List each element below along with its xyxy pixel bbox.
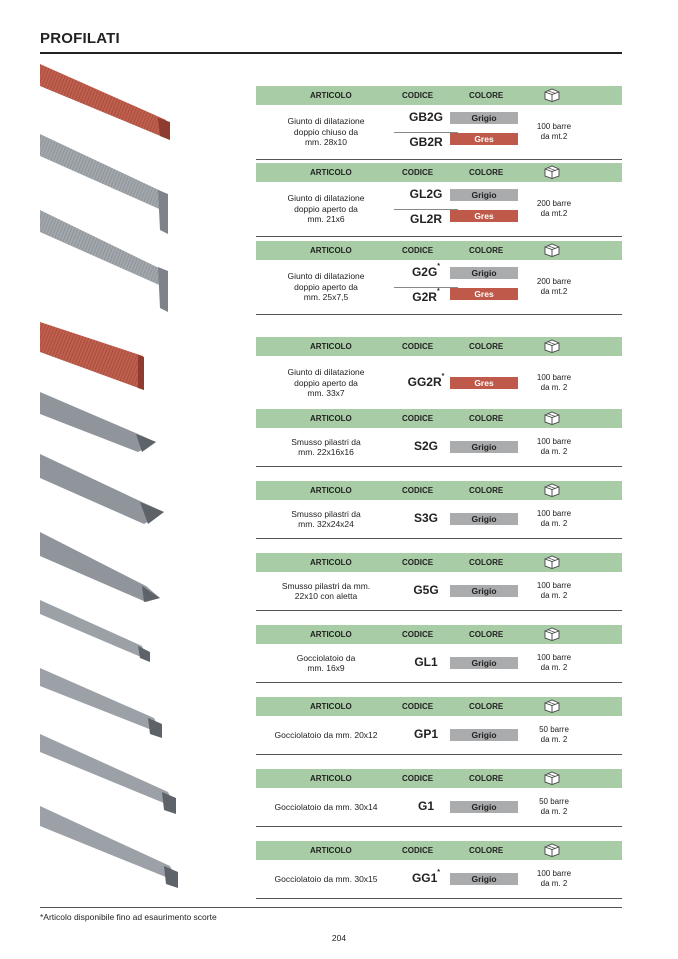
packaging-length: da m. 2 bbox=[540, 518, 568, 528]
packaging-info bbox=[528, 653, 580, 672]
packaging-length: da m. 2 bbox=[540, 662, 568, 672]
packaging-qty: 100 barre bbox=[536, 869, 572, 878]
box-icon bbox=[543, 243, 561, 259]
packaging-qty: 100 barre bbox=[536, 122, 572, 131]
profile-images bbox=[38, 62, 178, 892]
product-row bbox=[256, 481, 622, 539]
table-header bbox=[256, 409, 622, 428]
product-code: GP1 bbox=[413, 727, 438, 741]
code-divider bbox=[394, 209, 458, 210]
header-articolo: ARTICOLO bbox=[310, 630, 352, 639]
profile-gg2-image bbox=[40, 322, 144, 390]
article-description bbox=[256, 802, 396, 813]
description-line: Smusso pilastri da bbox=[291, 508, 361, 519]
packaging-length: da m. 2 bbox=[540, 734, 568, 744]
header-colore: COLORE bbox=[469, 558, 504, 567]
packaging-length: da m. 2 bbox=[540, 382, 568, 392]
header-articolo: ARTICOLO bbox=[310, 168, 352, 177]
header-articolo: ARTICOLO bbox=[310, 846, 352, 855]
header-colore: COLORE bbox=[469, 342, 504, 351]
box-icon bbox=[543, 627, 561, 643]
product-row bbox=[256, 841, 622, 899]
row-body bbox=[256, 572, 622, 611]
description-line: doppio aperto da bbox=[294, 203, 358, 214]
packaging-length: da mt.2 bbox=[540, 286, 568, 296]
header-articolo: ARTICOLO bbox=[310, 414, 352, 423]
header-colore: COLORE bbox=[469, 486, 504, 495]
header-codice: CODICE bbox=[402, 414, 434, 423]
header-codice: CODICE bbox=[402, 774, 434, 783]
packaging-qty: 100 barre bbox=[536, 653, 572, 662]
description-line: Smusso pilastri da mm. bbox=[281, 580, 371, 591]
header-articolo: ARTICOLO bbox=[310, 558, 352, 567]
product-row bbox=[256, 241, 622, 315]
description-line: Gocciolatoio da bbox=[296, 652, 356, 663]
product-row bbox=[256, 409, 622, 467]
packaging-length: da m. 2 bbox=[540, 446, 568, 456]
profile-g5-image bbox=[40, 532, 160, 602]
table-header bbox=[256, 697, 622, 716]
color-chip-grigio: Grigio bbox=[450, 267, 518, 279]
header-codice: CODICE bbox=[402, 91, 434, 100]
product-code: GB2R bbox=[409, 135, 443, 149]
footer-divider bbox=[40, 907, 622, 908]
packaging-length: da m. 2 bbox=[540, 806, 568, 816]
article-description bbox=[256, 509, 396, 530]
product-code: G5G bbox=[413, 583, 439, 597]
description-line: Smusso pilastri da bbox=[291, 436, 361, 447]
header-codice: CODICE bbox=[402, 702, 434, 711]
row-body bbox=[256, 260, 622, 315]
header-articolo: ARTICOLO bbox=[310, 774, 352, 783]
description-line: mm. 21x6 bbox=[307, 214, 345, 225]
table-header bbox=[256, 553, 622, 572]
description-line: mm. 33x7 bbox=[307, 388, 345, 399]
product-code: GG2R* bbox=[407, 373, 445, 389]
table-header bbox=[256, 769, 622, 788]
product-code: GL1 bbox=[414, 655, 438, 669]
description-line: mm. 28x10 bbox=[304, 137, 348, 148]
packaging-info bbox=[528, 199, 580, 218]
article-description bbox=[256, 730, 396, 741]
footnote: *Articolo disponibile fino ad esaurimento scorte bbox=[40, 912, 217, 922]
description-line: Giunto di dilatazione bbox=[287, 116, 365, 127]
profile-s3-image bbox=[40, 454, 164, 524]
description-line: Giunto di dilatazione bbox=[287, 271, 365, 282]
description-line: mm. 22x16x16 bbox=[298, 447, 354, 457]
row-body bbox=[256, 644, 622, 683]
box-icon bbox=[543, 411, 561, 427]
article-description bbox=[256, 116, 396, 148]
row-body bbox=[256, 716, 622, 755]
header-codice: CODICE bbox=[402, 846, 434, 855]
packaging-info bbox=[528, 122, 580, 141]
header-colore: COLORE bbox=[469, 630, 504, 639]
header-codice: CODICE bbox=[402, 630, 434, 639]
product-code: G2R* bbox=[412, 288, 440, 304]
article-description bbox=[256, 874, 396, 885]
packaging-qty: 100 barre bbox=[536, 581, 572, 590]
header-colore: COLORE bbox=[469, 702, 504, 711]
description-line: Gocciolatoio da mm. 30x14 bbox=[274, 801, 378, 812]
packaging-qty: 100 barre bbox=[536, 437, 572, 446]
color-chip: Grigio bbox=[450, 513, 518, 525]
profile-gl2-image bbox=[40, 134, 168, 234]
description-line: 22x10 con aletta bbox=[294, 591, 358, 601]
color-chip-grigio: Grigio bbox=[450, 189, 518, 201]
color-chip: Gres bbox=[450, 377, 518, 389]
availability-asterisk: * bbox=[436, 288, 440, 295]
box-icon bbox=[543, 88, 561, 104]
color-chip: Grigio bbox=[450, 729, 518, 741]
article-description bbox=[256, 367, 396, 399]
header-colore: COLORE bbox=[469, 246, 504, 255]
header-articolo: ARTICOLO bbox=[310, 91, 352, 100]
description-line: mm. 16x9 bbox=[307, 663, 345, 673]
packaging-length: da m. 2 bbox=[540, 590, 568, 600]
article-description bbox=[256, 653, 396, 674]
description-line: Giunto di dilatazione bbox=[287, 367, 365, 378]
table-header bbox=[256, 481, 622, 500]
profile-g1-image bbox=[40, 734, 176, 814]
profile-s2-image bbox=[40, 392, 156, 452]
description-line: mm. 25x7,5 bbox=[303, 292, 349, 303]
color-chip-gres: Gres bbox=[450, 210, 518, 222]
color-chip-gres: Gres bbox=[450, 133, 518, 145]
description-line: Giunto di dilatazione bbox=[287, 193, 365, 204]
product-row bbox=[256, 553, 622, 611]
description-line: mm. 32x24x24 bbox=[298, 519, 354, 529]
header-codice: CODICE bbox=[402, 246, 434, 255]
row-body bbox=[256, 356, 622, 411]
description-line: Gocciolatoio da mm. 20x12 bbox=[274, 729, 378, 740]
packaging-info bbox=[528, 373, 580, 392]
header-codice: CODICE bbox=[402, 342, 434, 351]
packaging-qty: 50 barre bbox=[539, 725, 569, 734]
row-body bbox=[256, 500, 622, 539]
profile-gb2-image bbox=[40, 64, 170, 140]
product-row bbox=[256, 86, 622, 160]
table-header bbox=[256, 163, 622, 182]
table-header bbox=[256, 86, 622, 105]
box-icon bbox=[543, 165, 561, 181]
packaging-qty: 200 barre bbox=[536, 277, 572, 286]
availability-asterisk: * bbox=[437, 263, 441, 270]
color-chip: Grigio bbox=[450, 801, 518, 813]
packaging-info bbox=[528, 869, 580, 888]
code-divider bbox=[394, 132, 458, 133]
table-header bbox=[256, 841, 622, 860]
product-code: G1 bbox=[417, 799, 434, 813]
article-description bbox=[256, 271, 396, 303]
box-icon bbox=[543, 699, 561, 715]
header-colore: COLORE bbox=[469, 414, 504, 423]
product-row bbox=[256, 337, 622, 411]
header-codice: CODICE bbox=[402, 168, 434, 177]
color-chip: Grigio bbox=[450, 585, 518, 597]
packaging-length: da m. 2 bbox=[540, 878, 568, 888]
table-header bbox=[256, 625, 622, 644]
packaging-length: da mt.2 bbox=[540, 131, 568, 141]
product-row bbox=[256, 697, 622, 755]
header-articolo: ARTICOLO bbox=[310, 702, 352, 711]
row-body bbox=[256, 105, 622, 160]
header-colore: COLORE bbox=[469, 774, 504, 783]
availability-asterisk: * bbox=[441, 373, 445, 380]
table-header bbox=[256, 337, 622, 356]
color-chip: Grigio bbox=[450, 873, 518, 885]
code-divider bbox=[394, 287, 458, 288]
title-divider bbox=[40, 52, 622, 54]
header-colore: COLORE bbox=[469, 846, 504, 855]
profile-gg1-image bbox=[40, 806, 178, 888]
header-codice: CODICE bbox=[402, 486, 434, 495]
packaging-qty: 50 barre bbox=[539, 797, 569, 806]
header-colore: COLORE bbox=[469, 168, 504, 177]
product-code: GL2R bbox=[409, 212, 442, 226]
packaging-info bbox=[528, 277, 580, 296]
description-line: Gocciolatoio da mm. 30x15 bbox=[274, 873, 378, 884]
article-description bbox=[256, 193, 396, 225]
description-line: doppio aperto da bbox=[294, 281, 358, 292]
header-colore: COLORE bbox=[469, 91, 504, 100]
page-number: 204 bbox=[331, 933, 347, 943]
header-articolo: ARTICOLO bbox=[310, 246, 352, 255]
product-row bbox=[256, 163, 622, 237]
row-body bbox=[256, 788, 622, 827]
color-chip: Grigio bbox=[450, 657, 518, 669]
profile-g2-image bbox=[40, 210, 168, 312]
color-chip-grigio: Grigio bbox=[450, 112, 518, 124]
product-code: GL2G bbox=[409, 187, 443, 201]
article-description bbox=[256, 581, 396, 602]
packaging-info bbox=[528, 437, 580, 456]
row-body bbox=[256, 860, 622, 899]
packaging-qty: 200 barre bbox=[536, 199, 572, 208]
header-codice: CODICE bbox=[402, 558, 434, 567]
availability-asterisk: * bbox=[437, 869, 441, 876]
packaging-info bbox=[528, 797, 580, 816]
box-icon bbox=[543, 339, 561, 355]
row-body bbox=[256, 428, 622, 467]
box-icon bbox=[543, 771, 561, 787]
profile-illustrations bbox=[38, 62, 178, 892]
article-description bbox=[256, 437, 396, 458]
packaging-info bbox=[528, 581, 580, 600]
product-code: S2G bbox=[413, 439, 438, 453]
row-body bbox=[256, 182, 622, 237]
description-line: doppio aperto da bbox=[294, 377, 358, 388]
packaging-qty: 100 barre bbox=[536, 373, 572, 382]
product-row bbox=[256, 625, 622, 683]
packaging-info bbox=[528, 509, 580, 528]
product-code: GB2G bbox=[408, 110, 443, 124]
product-code: G2G* bbox=[411, 263, 441, 279]
box-icon bbox=[543, 483, 561, 499]
profile-gl1-image bbox=[40, 600, 150, 662]
box-icon bbox=[543, 843, 561, 859]
color-chip: Grigio bbox=[450, 441, 518, 453]
color-chip-gres: Gres bbox=[450, 288, 518, 300]
box-icon bbox=[543, 555, 561, 571]
header-articolo: ARTICOLO bbox=[310, 486, 352, 495]
packaging-info bbox=[528, 725, 580, 744]
product-row bbox=[256, 769, 622, 827]
packaging-length: da mt.2 bbox=[540, 208, 568, 218]
page-title: PROFILATI bbox=[40, 30, 120, 47]
packaging-qty: 100 barre bbox=[536, 509, 572, 518]
product-code: S3G bbox=[413, 511, 438, 525]
product-code: GG1* bbox=[411, 869, 441, 885]
profile-gp1-image bbox=[40, 668, 162, 738]
table-header bbox=[256, 241, 622, 260]
description-line: doppio chiuso da bbox=[293, 126, 359, 137]
header-articolo: ARTICOLO bbox=[310, 342, 352, 351]
